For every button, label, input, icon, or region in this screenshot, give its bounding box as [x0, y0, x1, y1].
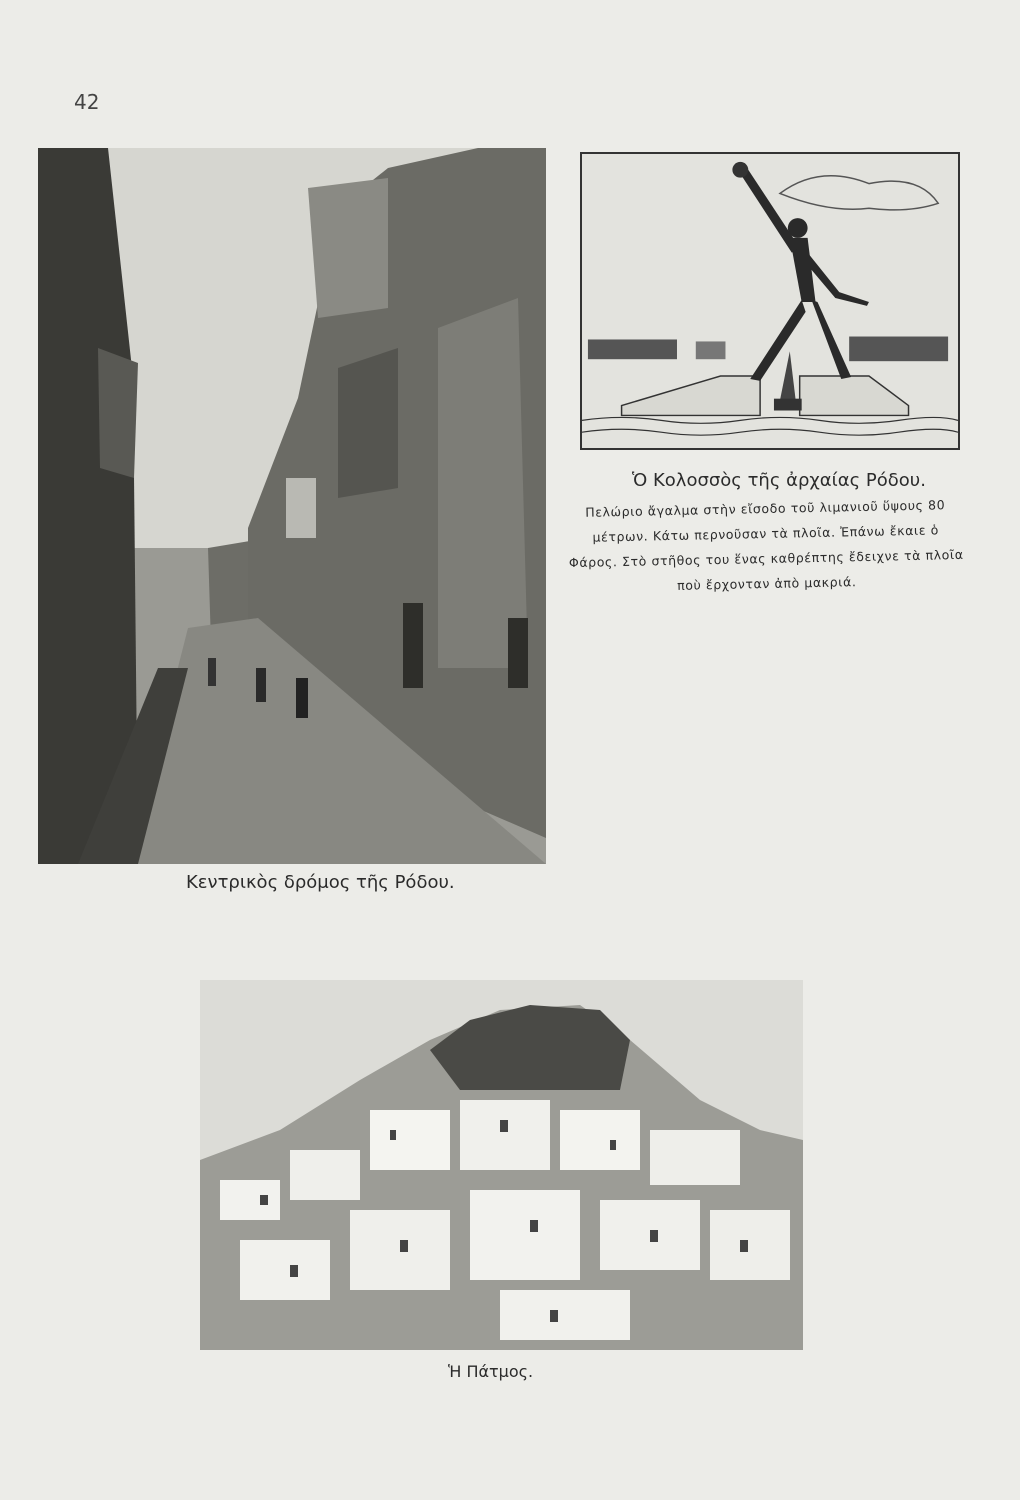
colossus-illustration	[580, 152, 960, 450]
colossus-caption: Ὁ Κολοσσὸς τῆς ἀρχαίας Ρόδου.	[632, 470, 926, 491]
colossus-description: Πελώριο ἄγαλμα στὴν εἴσοδο τοῦ λιμανιοῦ ὕψους 80 μέτρων. Κάτω περνοῦσαν τὰ πλοῖα. Ἐπάνω ἔκαιε ὁ Φάρος. Στὸ στῆθος του ἕνας καθρέπτης ἔδειχνε τὰ πλοῖα ποὺ ἔρχονταν ἀπὸ μακριά.	[568, 497, 964, 593]
patmos-caption: Ἡ Πάτμος.	[448, 1362, 534, 1381]
page-number: 42	[74, 90, 100, 114]
street-caption: Κεντρικὸς δρόμος τῆς Ρόδου.	[186, 872, 455, 893]
patmos-photograph	[200, 980, 803, 1350]
street-photograph	[38, 148, 546, 864]
